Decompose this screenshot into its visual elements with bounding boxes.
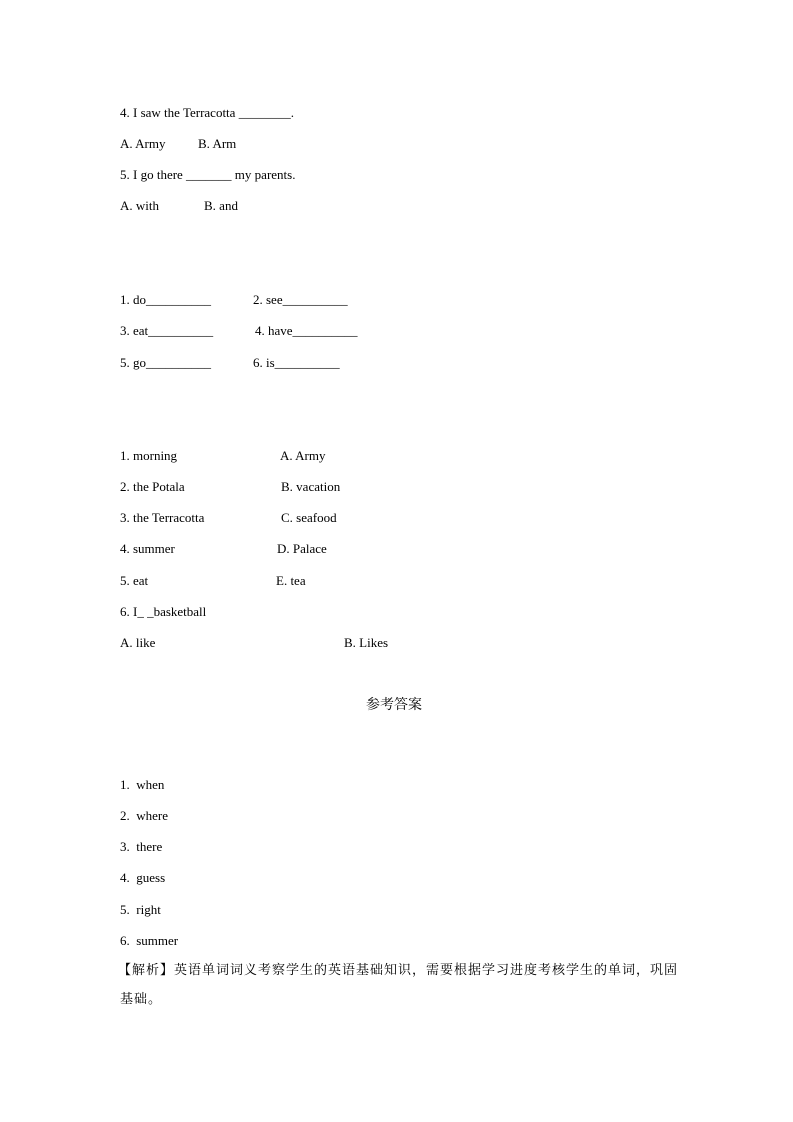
answer-item-6: 6. summer bbox=[120, 933, 179, 948]
form-item-3: 3. eat__________ bbox=[120, 323, 214, 338]
question-4: 4. I saw the Terracotta ________. bbox=[120, 105, 294, 120]
question-6-option-b: B. Likes bbox=[344, 635, 389, 650]
match-right-b: B. vacation bbox=[281, 479, 341, 494]
answer-item-2: 2. where bbox=[120, 808, 169, 823]
match-left-5: 5. eat bbox=[120, 573, 149, 588]
question-4-option-b: B. Arm bbox=[198, 136, 237, 151]
match-right-e: E. tea bbox=[276, 573, 306, 588]
answer-item-5: 5. right bbox=[120, 902, 161, 917]
analysis-line-1: 【解析】英语单词词义考察学生的英语基础知识，需要根据学习进度考核学生的单词，巩固 bbox=[118, 963, 679, 978]
answers-title: 参考答案 bbox=[366, 697, 422, 713]
match-right-a: A. Army bbox=[280, 448, 326, 463]
answer-item-4: 4. guess bbox=[120, 870, 166, 885]
answer-item-3: 3. there bbox=[120, 839, 163, 854]
question-5: 5. I go there _______ my parents. bbox=[120, 167, 296, 182]
form-item-6: 6. is__________ bbox=[253, 355, 340, 370]
form-item-5: 5. go__________ bbox=[120, 355, 211, 370]
match-left-3: 3. the Terracotta bbox=[120, 510, 205, 525]
question-5-option-b: B. and bbox=[204, 198, 238, 213]
question-6: 6. I_ _basketball bbox=[120, 604, 207, 619]
match-left-2: 2. the Potala bbox=[120, 479, 185, 494]
question-6-option-a: A. like bbox=[120, 635, 156, 650]
match-right-c: C. seafood bbox=[281, 510, 337, 525]
form-item-2: 2. see__________ bbox=[253, 292, 348, 307]
form-item-1: 1. do__________ bbox=[120, 292, 211, 307]
form-item-4: 4. have__________ bbox=[255, 323, 358, 338]
match-left-1: 1. morning bbox=[120, 448, 178, 463]
match-left-4: 4. summer bbox=[120, 541, 175, 556]
question-4-option-a: A. Army bbox=[120, 136, 166, 151]
analysis-line-2: 基础。 bbox=[120, 992, 163, 1007]
answer-item-1: 1. when bbox=[120, 777, 165, 792]
question-5-option-a: A. with bbox=[120, 198, 159, 213]
match-right-d: D. Palace bbox=[277, 541, 327, 556]
